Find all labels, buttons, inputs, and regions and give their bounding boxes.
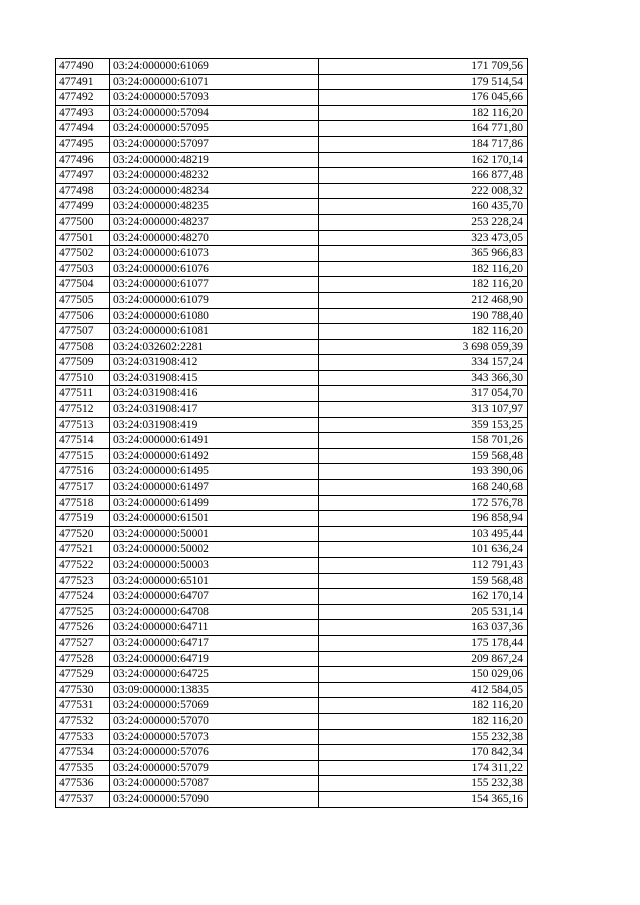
row-id-cell: 477523 [56, 573, 110, 589]
cadastral-number-cell: 03:24:032602:2281 [110, 339, 319, 355]
cadastral-number-cell: 03:24:000000:64708 [110, 604, 319, 620]
cadastral-number-cell: 03:24:000000:61080 [110, 308, 319, 324]
table-row [56, 230, 528, 246]
table-row [56, 121, 528, 137]
row-id-cell: 477521 [56, 542, 110, 558]
cadastral-number-cell: 03:24:000000:61076 [110, 261, 319, 277]
table-row [56, 729, 528, 745]
table-row [56, 199, 528, 215]
table-row [56, 635, 528, 651]
row-id-cell: 477532 [56, 713, 110, 729]
row-id-cell: 477517 [56, 480, 110, 496]
value-cell: 158 701,26 [319, 433, 528, 449]
row-id-cell: 477526 [56, 620, 110, 636]
row-id-cell: 477511 [56, 386, 110, 402]
row-id-cell: 477530 [56, 682, 110, 698]
value-cell: 160 435,70 [319, 199, 528, 215]
row-id-cell: 477503 [56, 261, 110, 277]
value-cell: 159 568,48 [319, 573, 528, 589]
value-cell: 334 157,24 [319, 355, 528, 371]
row-id-cell: 477510 [56, 370, 110, 386]
table-row [56, 713, 528, 729]
table-row [56, 433, 528, 449]
row-id-cell: 477533 [56, 729, 110, 745]
table-row [56, 791, 528, 807]
cadastral-number-cell: 03:24:000000:57097 [110, 136, 319, 152]
value-cell: 159 568,48 [319, 448, 528, 464]
row-id-cell: 477495 [56, 136, 110, 152]
value-cell: 323 473,05 [319, 230, 528, 246]
value-cell: 365 966,83 [319, 246, 528, 262]
cadastral-number-cell: 03:24:000000:57095 [110, 121, 319, 137]
row-id-cell: 477491 [56, 74, 110, 90]
value-cell: 193 390,06 [319, 464, 528, 480]
cadastral-number-cell: 03:24:031908:415 [110, 370, 319, 386]
row-id-cell: 477497 [56, 168, 110, 184]
value-cell: 166 877,48 [319, 168, 528, 184]
row-id-cell: 477518 [56, 495, 110, 511]
table-row [56, 480, 528, 496]
value-cell: 179 514,54 [319, 74, 528, 90]
row-id-cell: 477522 [56, 558, 110, 574]
value-cell: 190 788,40 [319, 308, 528, 324]
cadastral-number-cell: 03:24:031908:416 [110, 386, 319, 402]
cadastral-number-cell: 03:24:000000:57076 [110, 745, 319, 761]
cadastral-number-cell: 03:24:000000:57087 [110, 776, 319, 792]
table-row [56, 74, 528, 90]
value-cell: 170 842,34 [319, 745, 528, 761]
table-row [56, 495, 528, 511]
value-cell: 184 717,86 [319, 136, 528, 152]
cadastral-number-cell: 03:24:000000:64719 [110, 651, 319, 667]
row-id-cell: 477529 [56, 667, 110, 683]
row-id-cell: 477520 [56, 526, 110, 542]
row-id-cell: 477500 [56, 214, 110, 230]
cadastral-number-cell: 03:24:000000:57094 [110, 105, 319, 121]
cadastral-number-cell: 03:24:000000:61081 [110, 324, 319, 340]
row-id-cell: 477519 [56, 511, 110, 527]
value-cell: 253 228,24 [319, 214, 528, 230]
row-id-cell: 477514 [56, 433, 110, 449]
table-row [56, 308, 528, 324]
table-row [56, 651, 528, 667]
table-row [56, 355, 528, 371]
value-cell: 168 240,68 [319, 480, 528, 496]
cadastral-number-cell: 03:24:000000:61079 [110, 292, 319, 308]
cadastral-number-cell: 03:24:000000:61495 [110, 464, 319, 480]
value-cell: 182 116,20 [319, 277, 528, 293]
value-cell: 317 054,70 [319, 386, 528, 402]
table-row [56, 573, 528, 589]
value-cell: 162 170,14 [319, 152, 528, 168]
value-cell: 172 576,78 [319, 495, 528, 511]
cadastral-number-cell: 03:24:000000:50001 [110, 526, 319, 542]
cadastral-number-cell: 03:24:031908:419 [110, 417, 319, 433]
table-row [56, 90, 528, 106]
value-cell: 182 116,20 [319, 324, 528, 340]
table-row [56, 776, 528, 792]
value-cell: 171 709,56 [319, 59, 528, 75]
row-id-cell: 477496 [56, 152, 110, 168]
table-row [56, 604, 528, 620]
cadastral-number-cell: 03:24:000000:61497 [110, 480, 319, 496]
value-cell: 182 116,20 [319, 713, 528, 729]
table-row [56, 386, 528, 402]
table-row [56, 324, 528, 340]
row-id-cell: 477527 [56, 635, 110, 651]
cadastral-number-cell: 03:24:000000:64707 [110, 589, 319, 605]
cadastral-number-cell: 03:24:000000:48235 [110, 199, 319, 215]
cadastral-number-cell: 03:24:000000:61077 [110, 277, 319, 293]
value-cell: 101 636,24 [319, 542, 528, 558]
row-id-cell: 477535 [56, 760, 110, 776]
row-id-cell: 477516 [56, 464, 110, 480]
value-cell: 209 867,24 [319, 651, 528, 667]
table-row [56, 105, 528, 121]
table-row [56, 698, 528, 714]
table-row [56, 292, 528, 308]
value-cell: 176 045,66 [319, 90, 528, 106]
row-id-cell: 477499 [56, 199, 110, 215]
row-id-cell: 477501 [56, 230, 110, 246]
value-cell: 150 029,06 [319, 667, 528, 683]
row-id-cell: 477534 [56, 745, 110, 761]
table-row [56, 448, 528, 464]
row-id-cell: 477509 [56, 355, 110, 371]
row-id-cell: 477502 [56, 246, 110, 262]
value-cell: 175 178,44 [319, 635, 528, 651]
table-row [56, 760, 528, 776]
value-cell: 112 791,43 [319, 558, 528, 574]
cadastral-number-cell: 03:24:000000:61073 [110, 246, 319, 262]
cadastral-number-cell: 03:24:031908:417 [110, 402, 319, 418]
table-row [56, 620, 528, 636]
table-row [56, 339, 528, 355]
value-cell: 174 311,22 [319, 760, 528, 776]
row-id-cell: 477492 [56, 90, 110, 106]
table-row [56, 136, 528, 152]
cadastral-number-cell: 03:24:000000:61069 [110, 59, 319, 75]
row-id-cell: 477490 [56, 59, 110, 75]
cadastral-number-cell: 03:24:000000:65101 [110, 573, 319, 589]
row-id-cell: 477515 [56, 448, 110, 464]
table-row [56, 370, 528, 386]
row-id-cell: 477493 [56, 105, 110, 121]
cadastral-number-cell: 03:24:000000:64711 [110, 620, 319, 636]
value-cell: 205 531,14 [319, 604, 528, 620]
cadastral-number-cell: 03:24:000000:57079 [110, 760, 319, 776]
value-cell: 182 116,20 [319, 261, 528, 277]
value-cell: 182 116,20 [319, 698, 528, 714]
table-row [56, 183, 528, 199]
table-row [56, 261, 528, 277]
value-cell: 155 232,38 [319, 729, 528, 745]
row-id-cell: 477512 [56, 402, 110, 418]
value-cell: 212 468,90 [319, 292, 528, 308]
table-row [56, 246, 528, 262]
cadastral-number-cell: 03:24:000000:64717 [110, 635, 319, 651]
row-id-cell: 477507 [56, 324, 110, 340]
row-id-cell: 477505 [56, 292, 110, 308]
cadastral-number-cell: 03:24:000000:64725 [110, 667, 319, 683]
cadastral-number-cell: 03:24:000000:57090 [110, 791, 319, 807]
value-cell: 164 771,80 [319, 121, 528, 137]
cadastral-number-cell: 03:24:000000:48237 [110, 214, 319, 230]
cadastral-number-cell: 03:24:000000:61491 [110, 433, 319, 449]
value-cell: 222 008,32 [319, 183, 528, 199]
cadastral-number-cell: 03:24:000000:50002 [110, 542, 319, 558]
cadastral-table [55, 58, 528, 808]
table-row [56, 745, 528, 761]
value-cell: 343 366,30 [319, 370, 528, 386]
value-cell: 162 170,14 [319, 589, 528, 605]
cadastral-number-cell: 03:24:000000:61492 [110, 448, 319, 464]
value-cell: 412 584,05 [319, 682, 528, 698]
value-cell: 196 858,94 [319, 511, 528, 527]
cadastral-number-cell: 03:24:000000:61499 [110, 495, 319, 511]
row-id-cell: 477494 [56, 121, 110, 137]
row-id-cell: 477498 [56, 183, 110, 199]
table-row [56, 511, 528, 527]
cadastral-number-cell: 03:24:000000:57069 [110, 698, 319, 714]
row-id-cell: 477525 [56, 604, 110, 620]
row-id-cell: 477536 [56, 776, 110, 792]
cadastral-number-cell: 03:24:000000:48232 [110, 168, 319, 184]
row-id-cell: 477528 [56, 651, 110, 667]
table-row [56, 682, 528, 698]
table-row [56, 589, 528, 605]
value-cell: 359 153,25 [319, 417, 528, 433]
table-row [56, 542, 528, 558]
cadastral-number-cell: 03:24:031908:412 [110, 355, 319, 371]
cadastral-number-cell: 03:24:000000:57073 [110, 729, 319, 745]
row-id-cell: 477508 [56, 339, 110, 355]
value-cell: 3 698 059,39 [319, 339, 528, 355]
cadastral-number-cell: 03:24:000000:48234 [110, 183, 319, 199]
table-row [56, 214, 528, 230]
table-row [56, 277, 528, 293]
value-cell: 182 116,20 [319, 105, 528, 121]
table-body [56, 59, 528, 808]
row-id-cell: 477531 [56, 698, 110, 714]
table-row [56, 558, 528, 574]
table-row [56, 667, 528, 683]
row-id-cell: 477537 [56, 791, 110, 807]
table-row [56, 526, 528, 542]
table-row [56, 168, 528, 184]
cadastral-number-cell: 03:24:000000:48270 [110, 230, 319, 246]
row-id-cell: 477513 [56, 417, 110, 433]
value-cell: 163 037,36 [319, 620, 528, 636]
cadastral-number-cell: 03:24:000000:61501 [110, 511, 319, 527]
cadastral-number-cell: 03:09:000000:13835 [110, 682, 319, 698]
row-id-cell: 477524 [56, 589, 110, 605]
table-row [56, 59, 528, 75]
row-id-cell: 477506 [56, 308, 110, 324]
table-row [56, 417, 528, 433]
table-row [56, 152, 528, 168]
cadastral-number-cell: 03:24:000000:48219 [110, 152, 319, 168]
value-cell: 103 495,44 [319, 526, 528, 542]
cadastral-number-cell: 03:24:000000:50003 [110, 558, 319, 574]
cadastral-number-cell: 03:24:000000:57070 [110, 713, 319, 729]
cadastral-number-cell: 03:24:000000:61071 [110, 74, 319, 90]
table-row [56, 402, 528, 418]
row-id-cell: 477504 [56, 277, 110, 293]
cadastral-number-cell: 03:24:000000:57093 [110, 90, 319, 106]
value-cell: 155 232,38 [319, 776, 528, 792]
table-row [56, 464, 528, 480]
value-cell: 313 107,97 [319, 402, 528, 418]
value-cell: 154 365,16 [319, 791, 528, 807]
